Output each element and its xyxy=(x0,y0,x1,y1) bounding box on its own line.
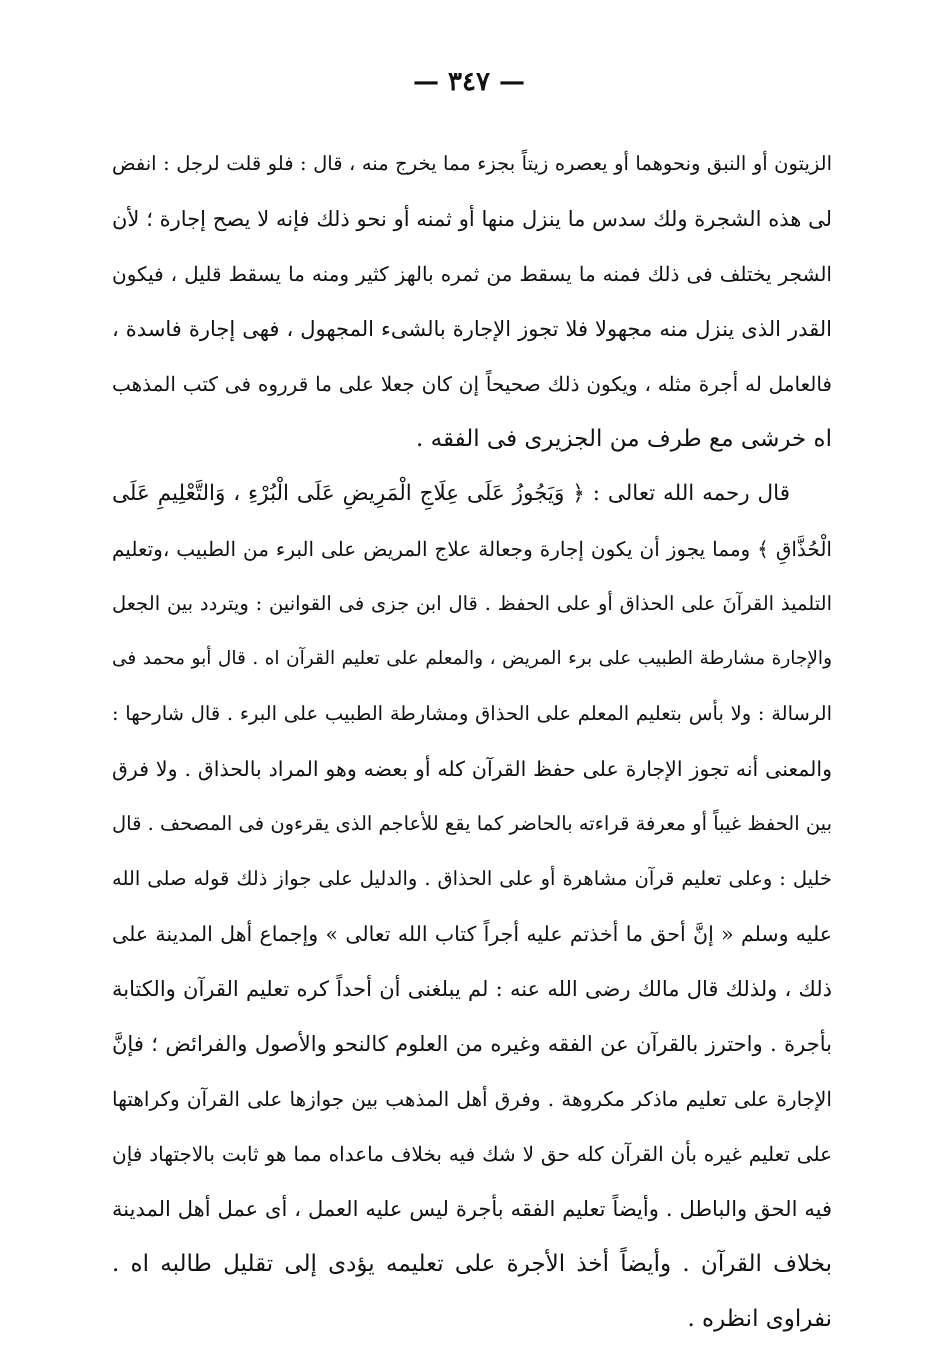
body-text xyxy=(112,142,832,1352)
page-number: — ٣٤٧ — xyxy=(412,67,526,97)
text-line: الإجارة على تعليم ماذكر مكروهة . وفرق أهل المذهب بين جوازها على القرآن وكراهتها xyxy=(112,1087,832,1111)
text-line: ذلك ، ولذلك قال مالك رضى الله عنه : لم يبلغنى أن أحداً كره تعليم القرآن والكتابة xyxy=(112,977,832,1001)
text-line: القدر الذى ينزل منه مجهولا فلا تجوز الإجارة بالشىء المجهول ، فهى إجارة فاسدة ، xyxy=(112,317,832,341)
paragraph-start-line: قال رحمه الله تعالى : ﴿ وَيَجُوزُ عَلَى عِلَاجِ الْمَرِيضِ عَلَى الْبُرْءِ ، وَالتَّعْلِيمِ عَلَى xyxy=(112,481,790,506)
text-line: عليه وسلم « إنَّ أحق ما أخذتم عليه أجراً كتاب الله تعالى » وإجماع أهل المدينة على xyxy=(112,922,832,946)
text-line: بخلاف القرآن . وأيضاً أخذ الأجرة على تعليمه يؤدى إلى تقليل طالبه اه . xyxy=(112,1251,832,1277)
text-line: نفراوى انظره . xyxy=(687,1306,832,1332)
text-line: الْحُذَّاقِ ﴾ ومما يجوز أن يكون إجارة وجعالة علاج المريض على البرء من الطبيب ،وتعليم xyxy=(112,537,832,561)
text-line: على تعليم غيره بأن القرآن كله حق لا شك فيه بخلاف ماعداه مما هو ثابت بالاجتهاد فإن xyxy=(112,1142,832,1166)
text-line: اه خرشى مع طرف من الجزيرى فى الفقه . xyxy=(415,426,832,452)
text-line: فالعامل له أجرة مثله ، ويكون ذلك صحيحاً إن كان جعلا على ما قرروه فى كتب المذهب xyxy=(112,372,832,396)
text-line: بأجرة . واحترز بالقرآن عن الفقه وغيره من العلوم كالنحو والأصول والفرائض ؛ فإنَّ xyxy=(112,1032,832,1056)
text-line: لى هذه الشجرة ولك سدس ما ينزل منها أو ثمنه أو نحو ذلك فإنه لا يصح إجارة ؛ لأن xyxy=(112,207,832,231)
text-line: الزيتون أو النبق ونحوهما أو يعصره زيتاً بجزء مما يخرج منه ، قال : فلو قلت لرجل : انفض xyxy=(112,152,832,175)
text-line: والإجارة مشارطة الطبيب على برء المريض ، والمعلم على تعليم القرآن اه . قال أبو محمد فى xyxy=(112,648,832,669)
text-line: والمعنى أنه تجوز الإجارة على حفظ القرآن كله أو بعضه وهو المراد بالحذاق . ولا فرق xyxy=(112,757,832,781)
text-line: فيه الحق والباطل . وأيضاً تعليم الفقه بأجرة ليس عليه العمل ، أى عمل أهل المدينة xyxy=(112,1197,832,1221)
text-line: الشجر يختلف فى ذلك فمنه ما يسقط من ثمره بالهز كثير ومنه ما يسقط قليل ، فيكون xyxy=(112,262,832,286)
text-line: الرسالة : ولا بأس بتعليم المعلم على الحذاق ومشارطة الطبيب على البرء . قال شارحها : xyxy=(112,702,832,725)
text-line: التلميذ القرآنَ على الحذاق أو على الحفظ . قال ابن جزى فى القوانين : ويتردد بين الجعل xyxy=(112,592,832,615)
text-line: خليل : وعلى تعليم قرآن مشاهرة أو على الحذاق . والدليل على جواز ذلك قوله صلى الله xyxy=(112,867,832,890)
text-line: بين الحفظ غيباً أو معرفة قراءته بالحاضر كما يقع للأعاجم الذى يقرءون فى المصحف . قال xyxy=(112,812,832,835)
